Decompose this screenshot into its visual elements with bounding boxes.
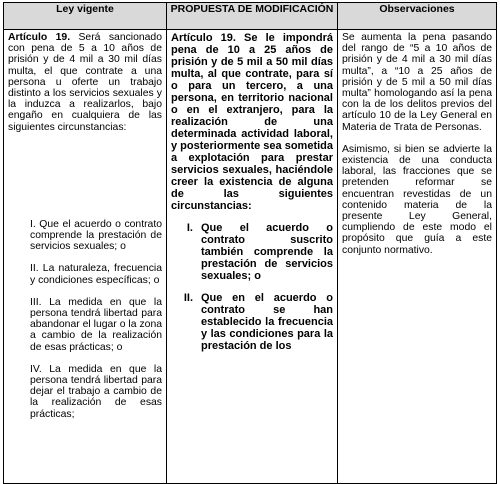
propuesta-fraction-2 bbox=[171, 292, 333, 352]
header-ley-vigente: Ley vigente bbox=[4, 3, 167, 30]
observaciones-paragraph-2: Asimismo, si bien se advierte la existencia de una conducta laboral, las fracciones que se pretenden reformar se encuentran revestidas de un contenido materia de la presente Ley General, cumpliendo de este modo el propósito que guía a este conjunto normativo. bbox=[342, 143, 492, 256]
ley-vigente-fraction-3: III. La medida en que la persona tendrá libertad para abandonar el lugar o la zona a cambio de la realización de esas prácticas; o bbox=[30, 296, 162, 353]
ley-vigente-article-label: Artículo 19. bbox=[8, 32, 71, 43]
header-observaciones: Observaciones bbox=[338, 3, 497, 30]
propuesta-fraction-1-text: Que el acuerdo o contrato suscrito también comprende la prestación de servicios sexuales; o bbox=[201, 222, 333, 282]
ley-vigente-article-text: Será sancionado con pena de 5 a 10 años de prisión y de 4 mil a 30 mil días multa, el que contrate a una persona u oferte un trabajo distinto a los servicios sexuales y la induzca a realizarlos, bajo engaño en cualquiera de las siguientes circunstancias: bbox=[8, 32, 162, 133]
propuesta-intro: Artículo 19. Se le impondrá pena de 10 a 25 años de prisión y de 5 mil a 50 mil días multa, al que contrate, para sí o para un tercero, a una persona, en territorio nacional o en el extranjero, para la realización de una determinada actividad laboral, y posteriormente sea sometida a explotación para prestar servicios sexuales, haciéndole creer la existencia de alguna de las siguientes circunstancias: bbox=[171, 32, 334, 212]
propuesta-fraction-2-text: Que en el acuerdo o contrato se han establecido la frecuencia y las condiciones para la prestación de los bbox=[201, 292, 333, 352]
ley-vigente-fraction-4: IV. La medida en que la persona tendrá libertad para dejar el trabajo a cambio de la realización de esas prácticas; bbox=[30, 363, 162, 420]
comparison-table bbox=[3, 2, 497, 484]
propuesta-fraction-2-number: II. bbox=[183, 292, 193, 304]
header-propuesta: PROPUESTA DE MODIFICACIÓN bbox=[167, 3, 338, 30]
observaciones-paragraph-1: Se aumenta la pena pasando del rango de “5 a 10 años de prisión y de 4 mil a 30 mil días multa”, a “10 a 25 años de prisión y de 5 mil a 50 mil días multa” homologando así la pena con la de los delitos previos del artículo 10 de la Ley General en Materia de Trata de Personas. bbox=[342, 32, 492, 133]
propuesta-fraction-1 bbox=[171, 222, 333, 282]
ley-vigente-intro bbox=[8, 32, 162, 133]
ley-vigente-fractions bbox=[8, 219, 162, 420]
header-row bbox=[4, 3, 497, 30]
ley-vigente-cell bbox=[4, 30, 167, 484]
observaciones-cell bbox=[338, 30, 497, 484]
propuesta-cell bbox=[167, 30, 338, 484]
content-row bbox=[4, 30, 497, 484]
propuesta-fraction-1-number: I. bbox=[186, 222, 193, 234]
ley-vigente-fraction-1: I. Que el acuerdo o contrato comprende la prestación de servicios sexuales; o bbox=[30, 218, 162, 253]
ley-vigente-fraction-2: II. La naturaleza, frecuencia y condiciones específicas; o bbox=[30, 263, 162, 286]
